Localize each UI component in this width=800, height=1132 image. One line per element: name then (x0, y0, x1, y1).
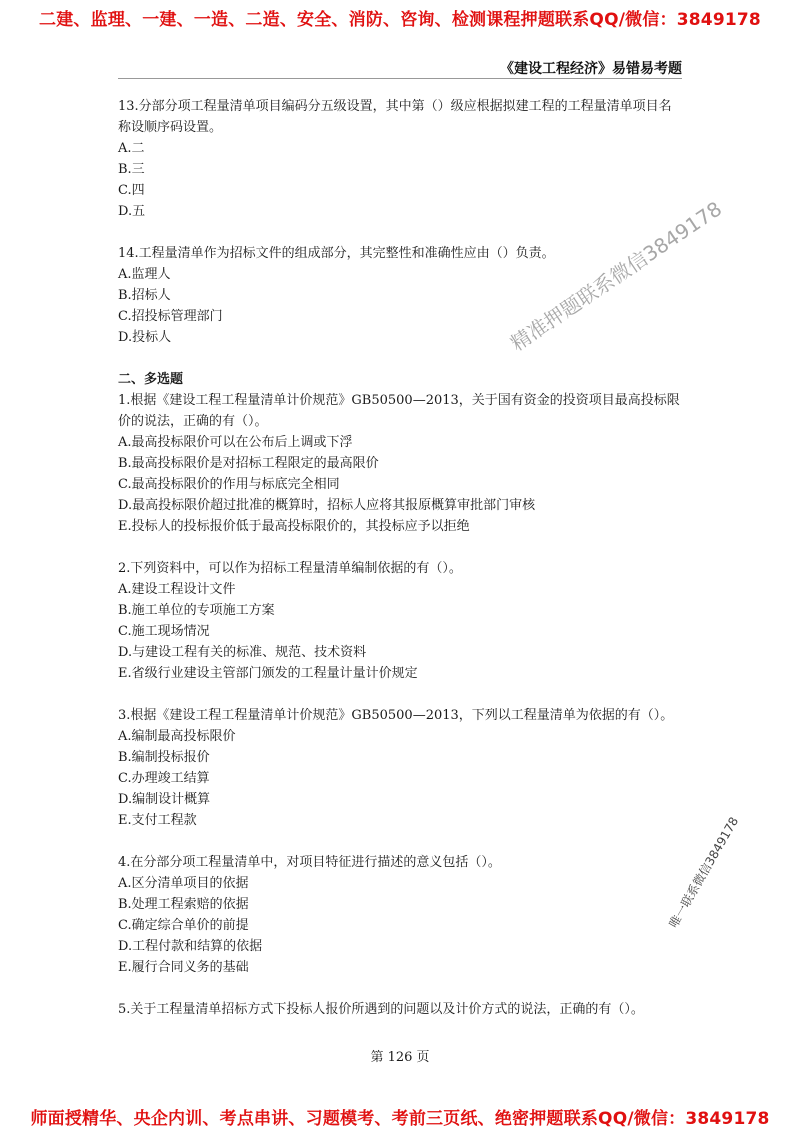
answer-option: B.三 (118, 162, 145, 177)
answer-option: D.与建设工程有关的标准、规范、技术资料 (118, 645, 367, 660)
answer-option: D.编制设计概算 (118, 792, 211, 807)
answer-option: B.处理工程索赔的依据 (118, 897, 249, 912)
question-block (118, 96, 682, 222)
answer-option: B.施工单位的专项施工方案 (118, 603, 275, 618)
multiple-choice-questions (118, 390, 682, 1020)
answer-option: D.工程付款和结算的依据 (118, 939, 263, 954)
section-title-multiple-choice: 二、多选题 (118, 372, 184, 387)
diagonal-watermark: 精准押题联系微信3849178 (506, 196, 727, 356)
answer-option: A.区分清单项目的依据 (118, 876, 249, 891)
question-stem: 4.在分部分项工程量清单中，对项目特征进行描述的意义包括（）。 (118, 855, 501, 870)
question-stem: 2.下列资料中，可以作为招标工程量清单编制依据的有（）。 (118, 561, 462, 576)
answer-option: A.二 (118, 141, 145, 156)
header-divider (118, 78, 682, 79)
answer-option: C.施工现场情况 (118, 624, 210, 639)
document-header-title: 《建设工程经济》易错易考题 (500, 61, 682, 77)
side-watermark: 唯一联系微信3849178 (666, 814, 742, 931)
page-content (118, 96, 682, 1041)
question-block (118, 705, 682, 831)
answer-option: E.履行合同义务的基础 (118, 960, 249, 975)
answer-option: C.办理竣工结算 (118, 771, 210, 786)
answer-option: A.建设工程设计文件 (118, 582, 236, 597)
answer-option: E.投标人的投标报价低于最高投标限价的，其投标应予以拒绝 (118, 519, 470, 534)
answer-option: A.最高投标限价可以在公布后上调或下浮 (118, 435, 353, 450)
answer-option: C.最高投标限价的作用与标底完全相同 (118, 477, 340, 492)
answer-option: A.编制最高投标限价 (118, 729, 236, 744)
question-stem: 5.关于工程量清单招标方式下投标人报价所遇到的问题以及计价方式的说法，正确的有（）。 (118, 1002, 644, 1017)
top-banner: 二建、监理、一建、一造、二造、安全、消防、咨询、检测课程押题联系QQ/微信：3849178 (39, 10, 761, 30)
bottom-banner: 师面授精华、央企内训、考点串讲、习题模考、考前三页纸、绝密押题联系QQ/微信：3849178 (30, 1109, 770, 1129)
question-stem: 14.工程量清单作为招标文件的组成部分，其完整性和准确性应由（）负责。 (118, 246, 555, 261)
answer-option: C.确定综合单价的前提 (118, 918, 249, 933)
answer-option: D.最高投标限价超过批准的概算时，招标人应将其报原概算审批部门审核 (118, 498, 536, 513)
answer-option: E.省级行业建设主管部门颁发的工程量计量计价规定 (118, 666, 418, 681)
question-block (118, 999, 682, 1020)
answer-option: B.招标人 (118, 288, 171, 303)
question-stem: 3.根据《建设工程工程量清单计价规范》GB50500—2013，下列以工程量清单为依据的有（）。 (118, 708, 674, 723)
answer-option: C.四 (118, 183, 145, 198)
question-block (118, 558, 682, 684)
question-block (118, 390, 682, 537)
question-block (118, 852, 682, 978)
question-stem: 13.分部分项工程量清单项目编码分五级设置，其中第（）级应根据拟建工程的工程量清单项目名称设顺序码设置。 (118, 99, 672, 135)
question-stem: 1.根据《建设工程工程量清单计价规范》GB50500—2013，关于国有资金的投资项目最高投标限价的说法，正确的有（）。 (118, 393, 680, 429)
answer-option: C.招投标管理部门 (118, 309, 223, 324)
answer-option: A.监理人 (118, 267, 171, 282)
answer-option: B.最高投标限价是对招标工程限定的最高限价 (118, 456, 379, 471)
single-choice-questions (118, 96, 682, 348)
answer-option: D.投标人 (118, 330, 172, 345)
page-number: 第 126 页 (370, 1050, 430, 1065)
answer-option: B.编制投标报价 (118, 750, 210, 765)
answer-option: E.支付工程款 (118, 813, 197, 828)
answer-option: D.五 (118, 204, 146, 219)
